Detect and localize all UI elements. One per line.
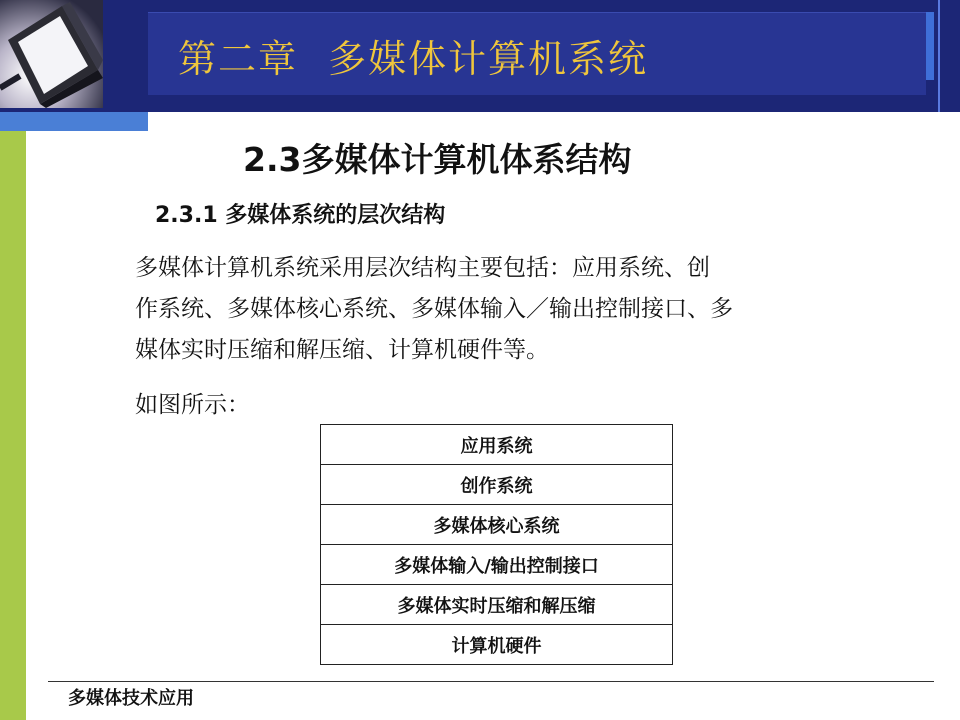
chapter-title: 多媒体计算机系统 — [328, 37, 649, 81]
body-paragraph — [135, 248, 855, 371]
table-row — [321, 585, 673, 625]
layer-cell-io-interface: 多媒体输入/输出控制接口 — [321, 545, 673, 585]
table-row — [321, 465, 673, 505]
table-row — [321, 625, 673, 665]
table-row — [321, 545, 673, 585]
layer-cell-authoring: 创作系统 — [321, 465, 673, 505]
layer-cell-core: 多媒体核心系统 — [321, 505, 673, 545]
body-line: 媒体实时压缩和解压缩、计算机硬件等。 — [135, 337, 549, 363]
figure-caption: 如图所示： — [135, 392, 250, 418]
accent-strip-green — [0, 131, 26, 720]
layer-cell-hardware: 计算机硬件 — [321, 625, 673, 665]
slide-title — [178, 28, 678, 83]
layer-cell-compression: 多媒体实时压缩和解压缩 — [321, 585, 673, 625]
footer-divider — [48, 681, 934, 682]
computer-monitor-icon — [0, 0, 103, 108]
section-heading: 2.3多媒体计算机体系结构 — [243, 140, 632, 179]
header-accent-bar — [926, 12, 934, 80]
table-row — [321, 505, 673, 545]
header-divider-line — [938, 0, 940, 112]
footer-course-name: 多媒体技术应用 — [68, 688, 194, 709]
layer-structure-table — [320, 424, 673, 665]
layer-cell-application: 应用系统 — [321, 425, 673, 465]
subsection-heading: 2.3.1 多媒体系统的层次结构 — [155, 203, 446, 228]
accent-strip-cap — [0, 112, 26, 131]
body-line: 多媒体计算机系统采用层次结构主要包括：应用系统、创 — [135, 255, 710, 281]
chapter-label: 第二章 — [178, 37, 299, 81]
body-line: 作系统、多媒体核心系统、多媒体输入／输出控制接口、多 — [135, 296, 733, 322]
table-row — [321, 425, 673, 465]
